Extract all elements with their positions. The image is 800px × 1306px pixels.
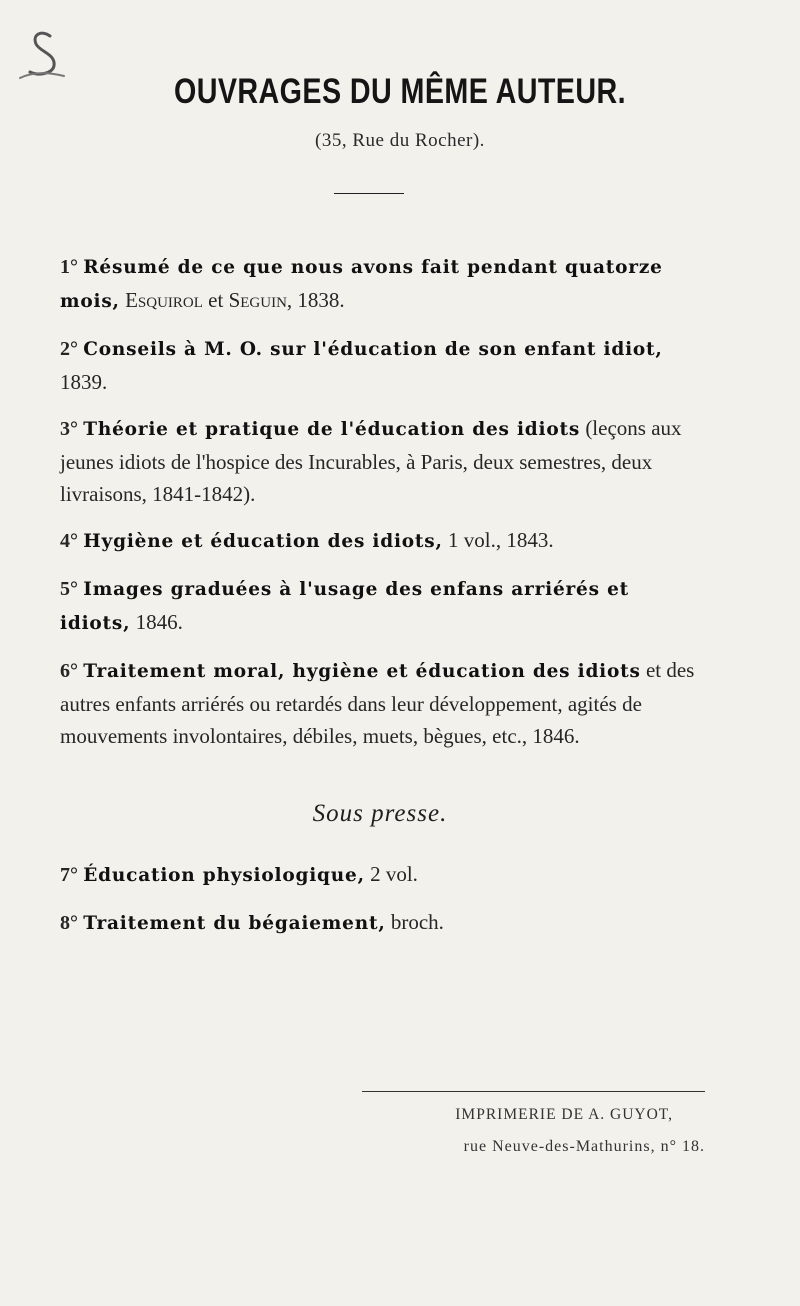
printer-name: IMPRIMERIE DE A. GUYOT, [455, 1106, 673, 1123]
item-number: 2° [60, 338, 78, 360]
work-title: Traitement du bégaiement, [83, 913, 386, 934]
works-list [60, 250, 705, 766]
item-number: 8° [60, 912, 78, 934]
list-item [60, 332, 705, 398]
work-title: Théorie et pratique de l'éducation des idiots [83, 419, 581, 440]
work-detail: broch. [385, 910, 444, 934]
work-detail: , 1838. [286, 288, 345, 312]
section-heading-in-press: Sous presse. [312, 800, 448, 827]
work-detail: (leçons aux jeunes idiots de l'hospice des Incurables, à Paris, deux semestres, deux livraisons, 1841-1842). [60, 416, 682, 506]
work-detail: 1846. [130, 610, 183, 634]
author-name: Seguin [228, 288, 287, 312]
list-item [60, 412, 705, 510]
work-detail: 2 vol. [364, 862, 418, 886]
list-item [60, 250, 705, 318]
list-item [60, 858, 705, 892]
list-item [60, 906, 705, 940]
item-number: 5° [60, 578, 78, 600]
work-title: Résumé de ce que nous avons fait pendant quatorze mois, [60, 257, 663, 312]
page-title: OUVRAGES DU MÊME AUTEUR. [173, 72, 627, 111]
work-detail: 1839. [60, 370, 108, 394]
work-title: Images graduées à l'usage des enfans arriérés et idiots, [60, 579, 629, 634]
work-title: Éducation physiologique, [83, 865, 365, 886]
work-detail: et [202, 288, 229, 312]
work-detail: 1 vol., 1843. [442, 528, 554, 552]
list-item [60, 654, 705, 752]
printer-address: rue Neuve-des-Mathurins, n° 18. [463, 1138, 705, 1155]
item-number: 4° [60, 530, 78, 552]
author-address: (35, Rue du Rocher). [315, 130, 485, 151]
divider [334, 193, 404, 194]
work-title: Hygiène et éducation des idiots, [83, 531, 443, 552]
handwritten-mark [12, 22, 72, 92]
item-number: 6° [60, 660, 78, 682]
item-number: 1° [60, 256, 78, 278]
work-title: Traitement moral, hygiène et éducation des idiots [83, 661, 641, 682]
work-title: Conseils à M. O. sur l'éducation de son enfant idiot, [83, 339, 663, 360]
list-item [60, 572, 705, 640]
list-item [60, 524, 705, 558]
divider [362, 1091, 705, 1092]
item-number: 3° [60, 418, 78, 440]
press-works-list [60, 858, 705, 954]
author-name: Esquirol [125, 288, 203, 312]
item-number: 7° [60, 864, 78, 886]
work-detail: et des autres enfants arriérés ou retardés dans leur développement, agités de mouvements involontaires, débiles, muets, bègues, etc., 1846. [60, 658, 695, 748]
